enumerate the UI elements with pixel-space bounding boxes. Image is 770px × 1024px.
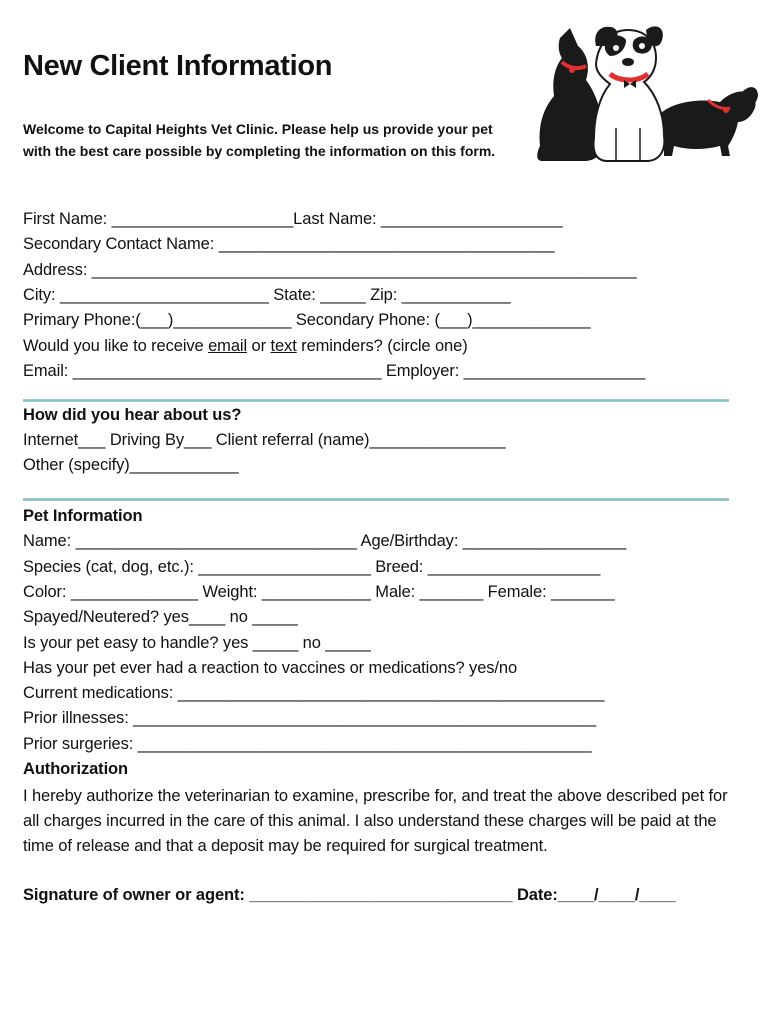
medications-field[interactable]: Current medications: _______________________________________________ — [23, 684, 605, 702]
signature-row — [23, 886, 676, 905]
handle-field[interactable]: Is your pet easy to handle? yes _____ no _____ — [23, 634, 371, 652]
date-field[interactable]: Date:____/____/____ — [516, 886, 676, 904]
last-name-field[interactable]: Last Name: ____________________ — [293, 210, 563, 228]
section-divider — [23, 399, 729, 402]
authorization-heading: Authorization — [23, 760, 129, 778]
state-field[interactable]: State: _____ — [273, 286, 366, 304]
species-field[interactable]: Species (cat, dog, etc.): ___________________ — [23, 558, 371, 576]
weight-field[interactable]: Weight: ____________ — [202, 583, 371, 601]
primary-phone-field[interactable]: Primary Phone:(___)_____________ — [23, 311, 292, 329]
email-field[interactable]: Email: __________________________________ — [23, 362, 382, 380]
reminders-question: Would you like to receive email or text reminders? (circle one) — [23, 337, 468, 355]
name-row — [23, 210, 563, 229]
text-option[interactable]: text — [270, 337, 297, 355]
email-employer-row — [23, 362, 645, 381]
referral-options[interactable]: Internet___ Driving By___ Client referral (name)_______________ — [23, 431, 506, 449]
referral-other-field[interactable]: Other (specify)____________ — [23, 456, 239, 474]
city-field[interactable]: City: _______________________ — [23, 286, 269, 304]
signature-field[interactable]: Signature of owner or agent: _____________________________ — [23, 886, 513, 904]
pet-name-row — [23, 532, 626, 551]
color-field[interactable]: Color: ______________ — [23, 583, 198, 601]
employer-field[interactable]: Employer: ____________________ — [385, 362, 646, 380]
secondary-contact-field[interactable]: Secondary Contact Name: _____________________________________ — [23, 235, 555, 253]
secondary-phone-field[interactable]: Secondary Phone: (___)_____________ — [295, 311, 591, 329]
surgeries-field[interactable]: Prior surgeries: __________________________________________________ — [23, 735, 592, 753]
referral-heading: How did you hear about us? — [23, 406, 242, 424]
authorization-text: I hereby authorize the veterinarian to examine, prescribe for, and treat the above described pet for all charges incurred in the care of this animal. I also understand these charges will be paid at the time of release and that a deposit may be required for surgical treatment. — [23, 787, 728, 855]
address-field[interactable]: Address: ____________________________________________________________ — [23, 261, 637, 279]
pet-name-field[interactable]: Name: _______________________________ — [23, 532, 357, 550]
female-field[interactable]: Female: _______ — [487, 583, 615, 601]
species-row — [23, 558, 600, 577]
welcome-text: Welcome to Capital Heights Vet Clinic. Please help us provide your pet with the best care possible by completing the information on this form. — [23, 121, 496, 159]
illnesses-field[interactable]: Prior illnesses: ___________________________________________________ — [23, 709, 597, 727]
section-divider — [23, 498, 729, 501]
first-name-field[interactable]: First Name: ____________________ — [23, 210, 294, 228]
phone-row — [23, 311, 590, 330]
color-row — [23, 583, 615, 602]
page-title: New Client Information — [23, 50, 333, 82]
male-field[interactable]: Male: _______ — [375, 583, 484, 601]
spayed-field[interactable]: Spayed/Neutered? yes____ no _____ — [23, 608, 298, 626]
reaction-question[interactable]: Has your pet ever had a reaction to vaccines or medications? yes/no — [23, 659, 518, 677]
email-option[interactable]: email — [208, 337, 248, 355]
dogs-illustration — [532, 18, 764, 168]
age-birthday-field[interactable]: Age/Birthday: __________________ — [360, 532, 627, 550]
breed-field[interactable]: Breed: ___________________ — [375, 558, 601, 576]
pet-info-heading: Pet Information — [23, 507, 143, 525]
zip-field[interactable]: Zip: ____________ — [370, 286, 511, 304]
city-state-zip-row — [23, 286, 511, 305]
